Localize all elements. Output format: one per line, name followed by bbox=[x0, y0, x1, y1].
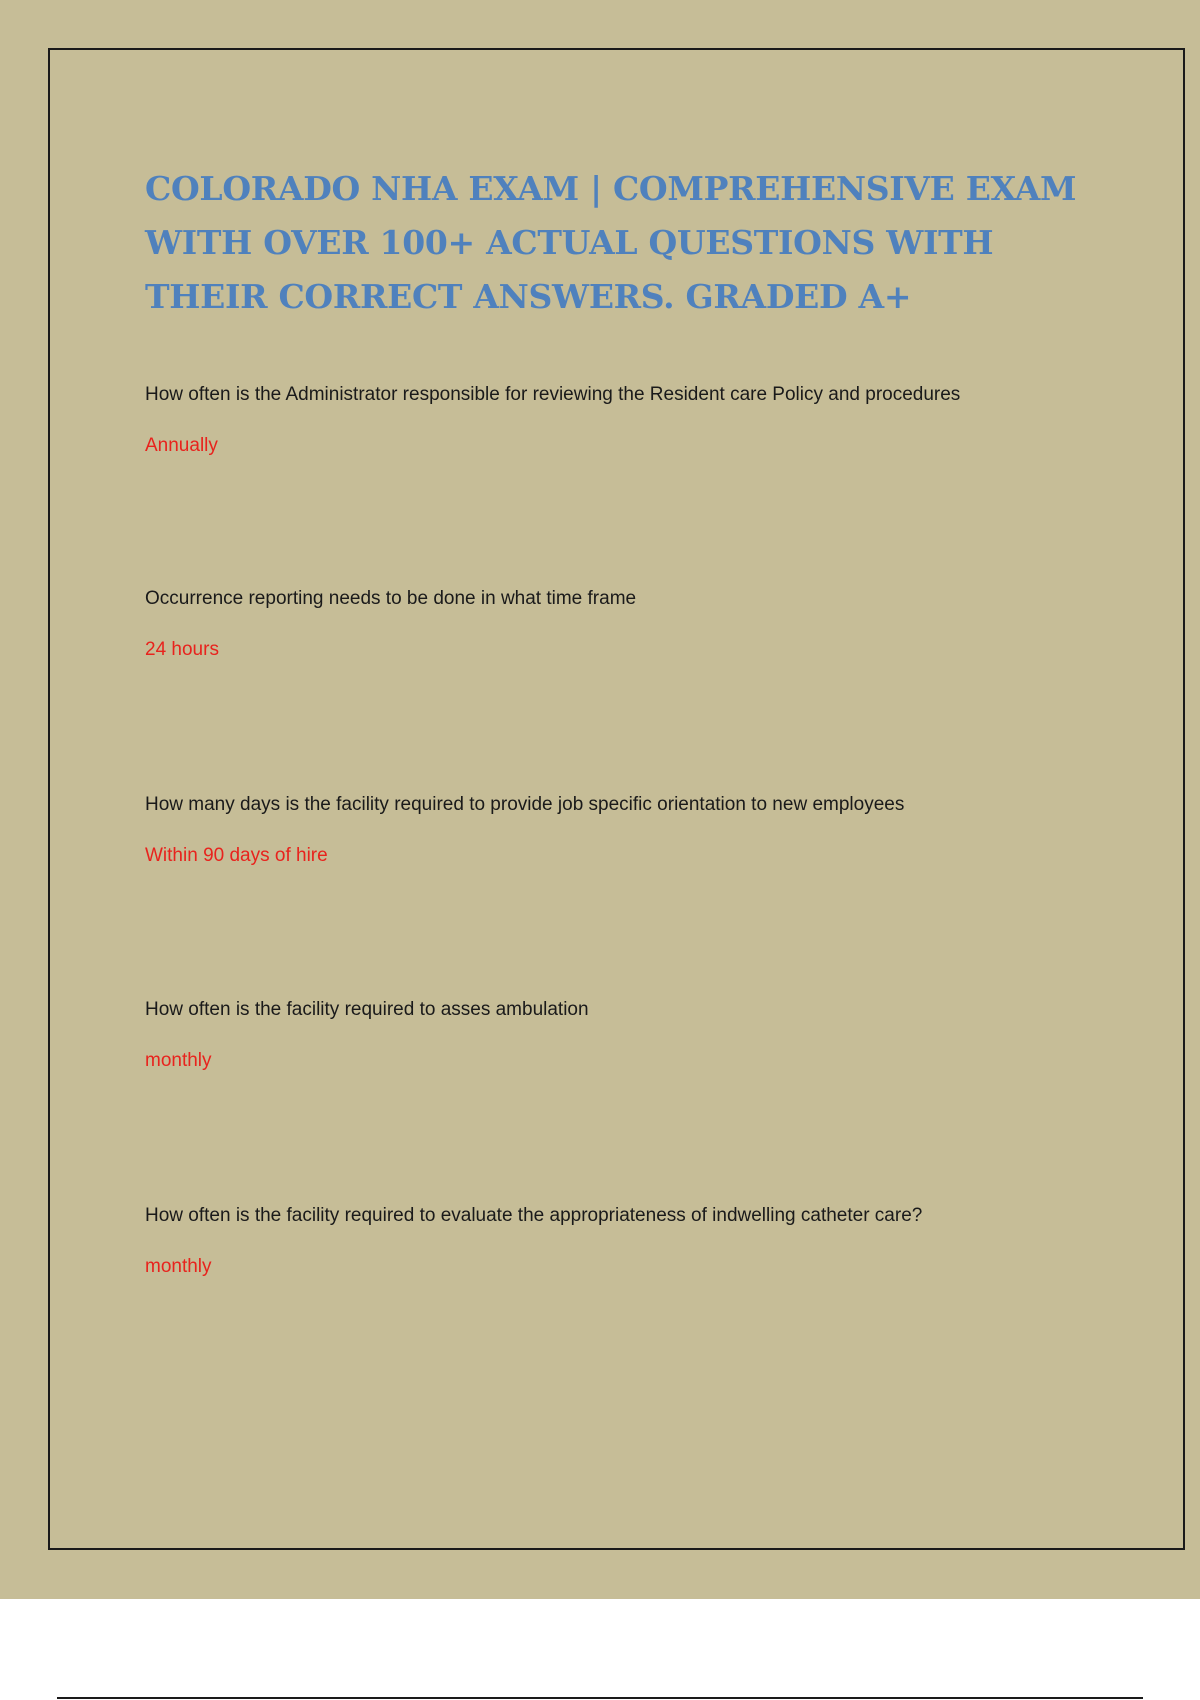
question-text: How often is the Administrator responsible for reviewing the Resident care Policy and procedures bbox=[145, 384, 961, 405]
answer-text: Within 90 days of hire bbox=[145, 845, 328, 866]
answer-text: 24 hours bbox=[145, 639, 219, 660]
qa-item-5 bbox=[145, 1204, 1145, 1279]
qa-item-3 bbox=[145, 793, 1145, 868]
question-text: Occurrence reporting needs to be done in what time frame bbox=[145, 588, 637, 609]
question-text: How often is the facility required to asses ambulation bbox=[145, 999, 589, 1020]
qa-item-2 bbox=[145, 587, 1145, 662]
answer-text: Annually bbox=[145, 435, 218, 456]
qa-item-1 bbox=[145, 383, 1145, 458]
question-text: How many days is the facility required to provide job specific orientation to new employees bbox=[145, 794, 905, 815]
question-text: How often is the facility required to evaluate the appropriateness of indwelling catheter care? bbox=[145, 1205, 923, 1226]
answer-text: monthly bbox=[145, 1050, 212, 1071]
document-title: COLORADO NHA EXAM | COMPREHENSIVE EXAM WITH OVER 100+ ACTUAL QUESTIONS WITH THEIR CORRECT ANSWERS. GRADED A+ bbox=[145, 169, 1077, 316]
footer-divider bbox=[57, 1697, 1143, 1699]
qa-item-4 bbox=[145, 998, 1145, 1073]
answer-text: monthly bbox=[145, 1256, 212, 1277]
